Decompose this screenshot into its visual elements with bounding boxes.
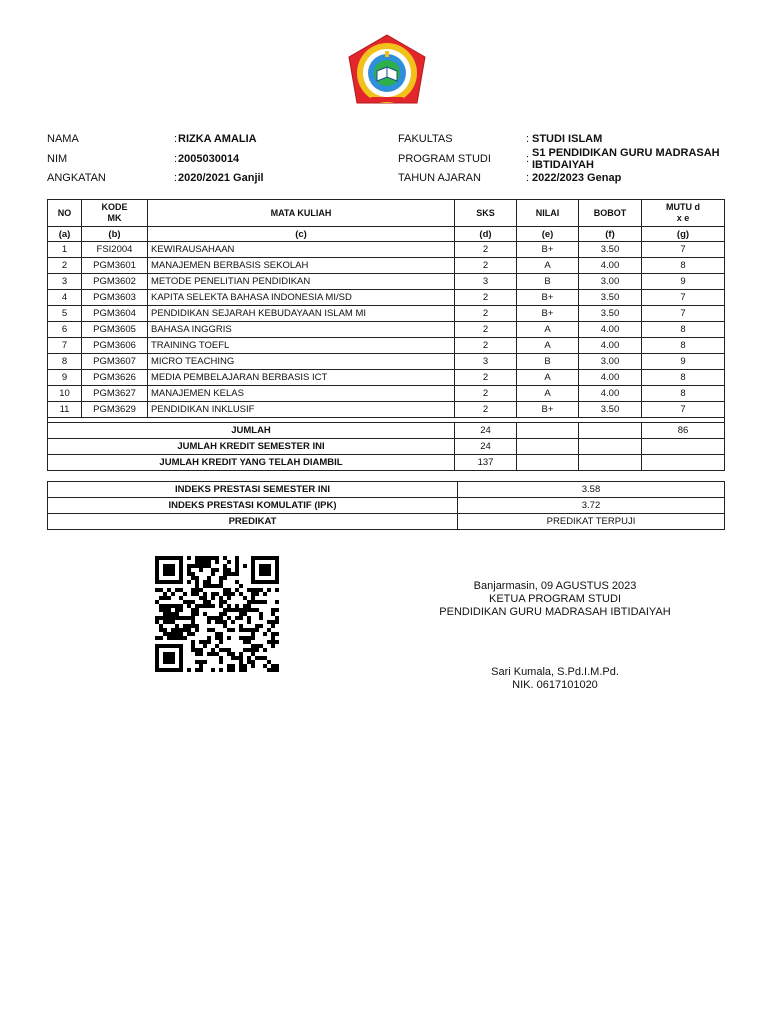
table-row (48, 258, 725, 274)
table-row (48, 242, 725, 258)
cell-mutu: 8 (642, 386, 725, 402)
cell-mata-kuliah: PENDIDIKAN INKLUSIF (148, 402, 455, 418)
kredit-semester-value: 24 (455, 439, 517, 455)
ips-row (48, 482, 725, 498)
cell-nilai: A (517, 258, 579, 274)
cell-mata-kuliah: KAPITA SELEKTA BAHASA INDONESIA MI/SD (148, 290, 455, 306)
letter-f: (f) (579, 227, 642, 242)
predikat-label: PREDIKAT (48, 514, 458, 530)
cell-bobot: 4.00 (579, 338, 642, 354)
empty-cell (517, 439, 579, 455)
cell-kode-mk: PGM3626 (82, 370, 148, 386)
cell-no: 9 (48, 370, 82, 386)
university-seal-icon (345, 33, 429, 109)
empty-cell (579, 455, 642, 471)
cell-kode-mk: PGM3603 (82, 290, 148, 306)
cell-no: 10 (48, 386, 82, 402)
header-bobot: BOBOT (579, 200, 642, 227)
ips-value: 3.58 (458, 482, 725, 498)
value-angkatan: 2020/2021 Ganjil (178, 172, 264, 184)
ips-label: INDEKS PRESTASI SEMESTER INI (48, 482, 458, 498)
kredit-semester-row (48, 439, 725, 455)
cell-sks: 3 (455, 274, 517, 290)
cell-no: 8 (48, 354, 82, 370)
cell-nilai: B+ (517, 242, 579, 258)
table-row (48, 402, 725, 418)
kredit-diambil-value: 137 (455, 455, 517, 471)
letter-e: (e) (517, 227, 579, 242)
empty-cell (642, 455, 725, 471)
cell-kode-mk: PGM3601 (82, 258, 148, 274)
header-kode-mk: KODE MK (82, 200, 148, 227)
cell-kode-mk: PGM3604 (82, 306, 148, 322)
cell-bobot: 3.50 (579, 402, 642, 418)
table-row (48, 274, 725, 290)
cell-no: 7 (48, 338, 82, 354)
cell-sks: 2 (455, 290, 517, 306)
empty-cell (642, 439, 725, 455)
cell-no: 5 (48, 306, 82, 322)
kredit-diambil-row (48, 455, 725, 471)
cell-mata-kuliah: PENDIDIKAN SEJARAH KEBUDAYAAN ISLAM MI (148, 306, 455, 322)
summary-table (47, 481, 725, 530)
cell-nilai: A (517, 338, 579, 354)
cell-mutu: 7 (642, 290, 725, 306)
signer-program: PENDIDIKAN GURU MADRASAH IBTIDAIYAH (439, 606, 671, 618)
table-row (48, 322, 725, 338)
table-row (48, 370, 725, 386)
label-angkatan: ANGKATAN (47, 172, 106, 184)
cell-mutu: 7 (642, 242, 725, 258)
jumlah-bobot (579, 423, 642, 439)
cell-sks: 2 (455, 242, 517, 258)
label-nama: NAMA (47, 133, 79, 145)
signer-name: Sari Kumala, S.Pd.I.M.Pd. (491, 666, 619, 678)
cell-mata-kuliah: MICRO TEACHING (148, 354, 455, 370)
cell-kode-mk: PGM3605 (82, 322, 148, 338)
cell-mata-kuliah: BAHASA INGGRIS (148, 322, 455, 338)
colon: : (174, 172, 178, 184)
header-no: NO (48, 200, 82, 227)
cell-no: 4 (48, 290, 82, 306)
cell-mata-kuliah: MANAJEMEN KELAS (148, 386, 455, 402)
cell-mutu: 7 (642, 402, 725, 418)
colon: : (526, 133, 530, 145)
cell-sks: 2 (455, 386, 517, 402)
cell-kode-mk: PGM3607 (82, 354, 148, 370)
table-header-row (48, 200, 725, 227)
letter-a: (a) (48, 227, 82, 242)
table-row (48, 354, 725, 370)
table-row (48, 306, 725, 322)
cell-mutu: 9 (642, 354, 725, 370)
value-nama: RIZKA AMALIA (178, 133, 257, 145)
ipk-label: INDEKS PRESTASI KOMULATIF (IPK) (48, 498, 458, 514)
colon: : (174, 133, 178, 145)
cell-sks: 2 (455, 402, 517, 418)
signature-block (430, 580, 680, 692)
cell-nilai: A (517, 386, 579, 402)
kredit-diambil-label: JUMLAH KREDIT YANG TELAH DIAMBIL (48, 455, 455, 471)
cell-nilai: B (517, 274, 579, 290)
cell-nilai: B+ (517, 402, 579, 418)
cell-sks: 2 (455, 258, 517, 274)
place-date: Banjarmasin, 09 AGUSTUS 2023 (473, 580, 637, 592)
cell-bobot: 4.00 (579, 386, 642, 402)
cell-nilai: B (517, 354, 579, 370)
cell-bobot: 3.00 (579, 274, 642, 290)
cell-bobot: 3.00 (579, 354, 642, 370)
label-fakultas: FAKULTAS (398, 133, 453, 145)
cell-mutu: 9 (642, 274, 725, 290)
empty-cell (579, 439, 642, 455)
cell-nilai: A (517, 370, 579, 386)
cell-no: 1 (48, 242, 82, 258)
jumlah-mutu: 86 (642, 423, 725, 439)
cell-kode-mk: PGM3602 (82, 274, 148, 290)
ipk-row (48, 498, 725, 514)
cell-mata-kuliah: TRAINING TOEFL (148, 338, 455, 354)
cell-sks: 2 (455, 322, 517, 338)
cell-sks: 2 (455, 306, 517, 322)
cell-nilai: B+ (517, 306, 579, 322)
signer-nik: NIK. 0617101020 (512, 679, 598, 691)
predikat-row (48, 514, 725, 530)
header-sks: SKS (455, 200, 517, 227)
cell-sks: 2 (455, 370, 517, 386)
value-tahun-ajaran: 2022/2023 Genap (532, 172, 622, 184)
table-row (48, 338, 725, 354)
signer-title: KETUA PROGRAM STUDI (488, 593, 622, 605)
cell-mata-kuliah: METODE PENELITIAN PENDIDIKAN (148, 274, 455, 290)
letter-b: (b) (82, 227, 148, 242)
cell-kode-mk: PGM3606 (82, 338, 148, 354)
kredit-semester-label: JUMLAH KREDIT SEMESTER INI (48, 439, 455, 455)
jumlah-sks: 24 (455, 423, 517, 439)
cell-mutu: 8 (642, 370, 725, 386)
cell-bobot: 4.00 (579, 258, 642, 274)
header-mata-kuliah: MATA KULIAH (148, 200, 455, 227)
table-row (48, 290, 725, 306)
grades-table (47, 199, 725, 471)
cell-nilai: B+ (517, 290, 579, 306)
cell-mata-kuliah: KEWIRAUSAHAAN (148, 242, 455, 258)
value-fakultas: STUDI ISLAM (532, 133, 603, 145)
cell-kode-mk: PGM3627 (82, 386, 148, 402)
label-nim: NIM (47, 153, 68, 165)
letter-c: (c) (148, 227, 455, 242)
cell-mata-kuliah: MEDIA PEMBELAJARAN BERBASIS ICT (148, 370, 455, 386)
ipk-value: 3.72 (458, 498, 725, 514)
value-program-studi: S1 PENDIDIKAN GURU MADRASAH IBTIDAIYAH (532, 147, 720, 171)
value-nim: 2005030014 (178, 153, 240, 165)
cell-no: 6 (48, 322, 82, 338)
cell-bobot: 3.50 (579, 306, 642, 322)
jumlah-nilai (517, 423, 579, 439)
cell-bobot: 4.00 (579, 322, 642, 338)
letter-g: (g) (642, 227, 725, 242)
jumlah-row (48, 423, 725, 439)
cell-nilai: A (517, 322, 579, 338)
cell-kode-mk: FSI2004 (82, 242, 148, 258)
jumlah-label: JUMLAH (48, 423, 455, 439)
cell-mata-kuliah: MANAJEMEN BERBASIS SEKOLAH (148, 258, 455, 274)
cell-no: 2 (48, 258, 82, 274)
header-nilai: NILAI (517, 200, 579, 227)
cell-no: 11 (48, 402, 82, 418)
column-letter-row (48, 227, 725, 242)
student-info (47, 130, 727, 188)
cell-no: 3 (48, 274, 82, 290)
cell-bobot: 3.50 (579, 242, 642, 258)
empty-cell (517, 455, 579, 471)
table-row (48, 386, 725, 402)
qr-code-icon (155, 556, 279, 672)
cell-mutu: 8 (642, 258, 725, 274)
cell-sks: 3 (455, 354, 517, 370)
cell-kode-mk: PGM3629 (82, 402, 148, 418)
colon: : (526, 172, 530, 184)
header-mutu: MUTU d x e (642, 200, 725, 227)
cell-bobot: 4.00 (579, 370, 642, 386)
predikat-value: PREDIKAT TERPUJI (458, 514, 725, 530)
cell-bobot: 3.50 (579, 290, 642, 306)
label-program-studi: PROGRAM STUDI (398, 153, 491, 165)
cell-mutu: 8 (642, 338, 725, 354)
cell-mutu: 8 (642, 322, 725, 338)
label-tahun-ajaran: TAHUN AJARAN (398, 172, 481, 184)
cell-sks: 2 (455, 338, 517, 354)
cell-mutu: 7 (642, 306, 725, 322)
colon: : (174, 153, 178, 165)
letter-d: (d) (455, 227, 517, 242)
colon: : (526, 153, 530, 165)
